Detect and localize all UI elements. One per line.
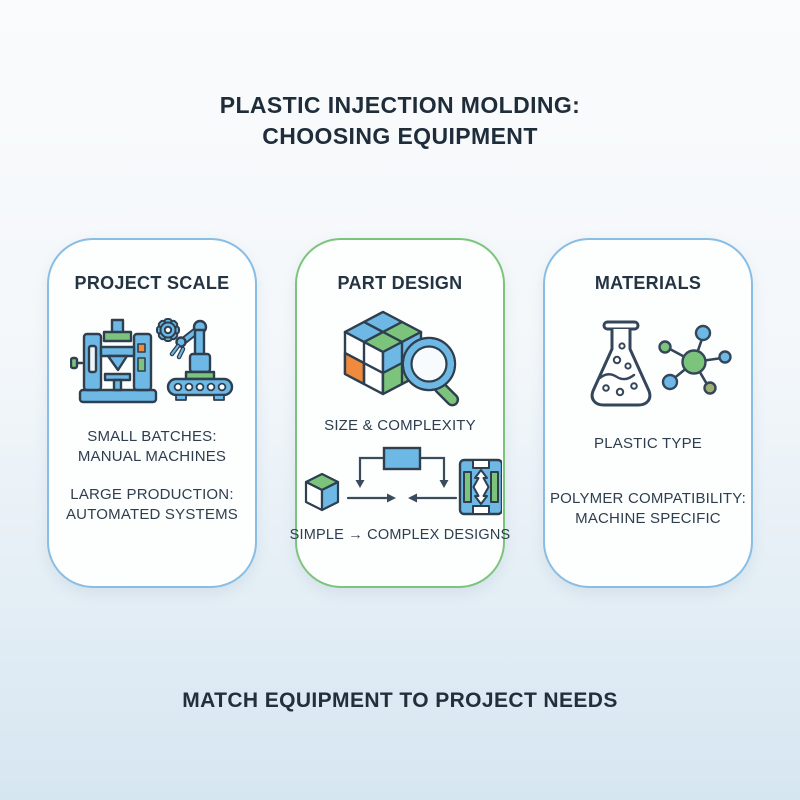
large-production-text: LARGE PRODUCTION: AUTOMATED SYSTEMS	[65, 486, 239, 523]
small-batches-text: SMALL BATCHES: MANUAL MACHINES	[77, 428, 227, 465]
page-title-line1: PLASTIC INJECTION MOLDING:	[219, 92, 581, 118]
page-title	[0, 0, 800, 152]
footer-tagline: MATCH EQUIPMENT TO PROJECT NEEDS	[182, 689, 618, 712]
card-project-scale-title: PROJECT SCALE	[74, 273, 230, 293]
card-part-design-title: PART DESIGN	[337, 273, 463, 293]
simple-complex-text: SIMPLE → COMPLEX DESIGNS	[289, 527, 511, 543]
cards-row	[0, 238, 800, 588]
page-title-line2: CHOOSING EQUIPMENT	[262, 123, 538, 149]
card-project-scale	[47, 238, 257, 588]
flask-molecule-icon	[560, 318, 736, 414]
polymer-compatibility-text: POLYMER COMPATIBILITY: MACHINE SPECIFIC	[549, 490, 747, 527]
plastic-type-text: PLASTIC TYPE	[594, 435, 702, 452]
cube-magnifier-icon	[325, 304, 475, 408]
card-materials	[543, 238, 753, 588]
card-materials-title: MATERIALS	[594, 273, 702, 293]
molding-machine-and-robot-arm-icon	[70, 314, 234, 408]
simple-to-complex-flow-icon	[298, 444, 502, 518]
card-part-design	[289, 238, 511, 588]
size-complexity-text: SIZE & COMPLEXITY	[324, 417, 476, 434]
